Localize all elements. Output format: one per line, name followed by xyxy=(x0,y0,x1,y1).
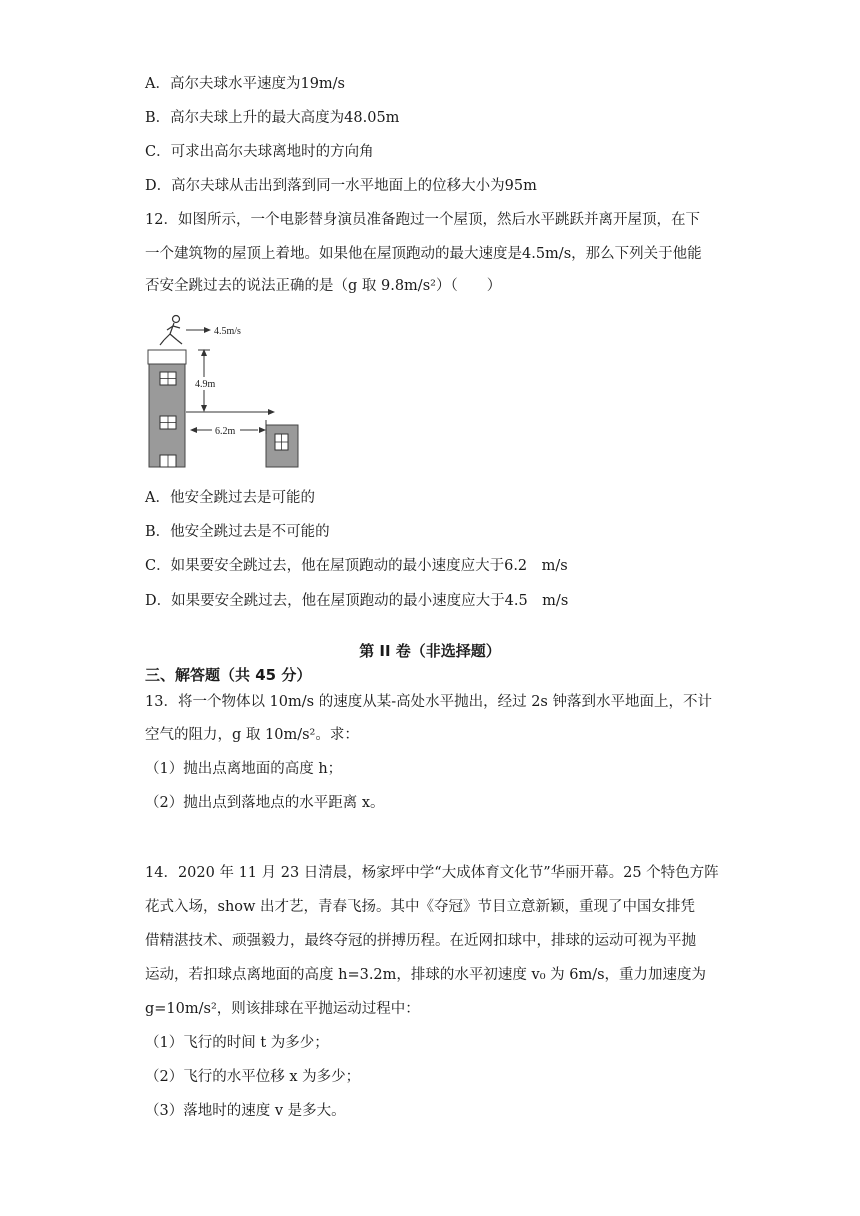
q11-option-c: C．可求出高尔夫球离地时的方向角 xyxy=(145,144,374,160)
roof-cap xyxy=(148,350,186,364)
q13-stem-line1: 13．将一个物体以 10m/s 的速度从某-高处水平抛出，经过 2s 钟落到水平地面上，不计 xyxy=(145,694,712,710)
q12-stem-line2: 一个建筑物的屋顶上着地。如果他在屋顶跑动的最大速度是4.5m/s，那么下列关于他能 xyxy=(145,246,702,262)
q14-sub3: （3）落地时的速度 v 是多大。 xyxy=(145,1103,346,1119)
runner-icon xyxy=(160,316,182,346)
part-title: 三、解答题（共 45 分） xyxy=(145,666,312,684)
q13-sub1: （1）抛出点离地面的高度 h； xyxy=(145,761,343,777)
building-jump-figure xyxy=(140,312,310,472)
q12-stem-line1: 12．如图所示，一个电影替身演员准备跑过一个屋顶，然后水平跳跃并离开屋顶，在下 xyxy=(145,212,700,228)
q11-option-a: A．高尔夫球水平速度为19m/s xyxy=(145,76,345,92)
q12-stem-line3: 否安全跳过去的说法正确的是（g 取 9.8m/s²）（ ） xyxy=(145,278,502,294)
q12-option-d: D．如果要安全跳过去，他在屋顶跑动的最小速度应大于4.5 m/s xyxy=(145,593,569,609)
q11-option-d: D．高尔夫球从击出到落到同一水平地面上的位移大小为95m xyxy=(145,178,537,194)
q14-sub2: （2）飞行的水平位移 x 为多少； xyxy=(145,1069,361,1085)
distance-label: 6.2m xyxy=(215,426,236,437)
q12-option-a: A．他安全跳过去是可能的 xyxy=(145,490,315,506)
speed-label: 4.5m/s xyxy=(214,326,241,337)
q13-sub2: （2）抛出点到落地点的水平距离 x。 xyxy=(145,795,385,811)
q14-stem-line1: 14．2020 年 11 月 23 日清晨，杨家坪中学“大成体育文化节”华丽开幕。25 个特色方阵 xyxy=(145,865,719,881)
q14-stem-line5: g=10m/s²，则该排球在平抛运动过程中： xyxy=(145,1001,420,1017)
q11-option-b: B．高尔夫球上升的最大高度为48.05m xyxy=(145,110,400,126)
q14-stem-line3: 借精湛技术、顽强毅力，最终夺冠的拼搏历程。在近网扣球中，排球的运动可视为平抛 xyxy=(145,933,696,949)
height-label: 4.9m xyxy=(195,379,216,390)
q13-stem-line2: 空气的阻力，g 取 10m/s²。求： xyxy=(145,727,359,743)
q12-option-b: B．他安全跳过去是不可能的 xyxy=(145,524,330,540)
q14-stem-line4: 运动，若扣球点离地面的高度 h=3.2m，排球的水平初速度 v₀ 为 6m/s，重力加速度为 xyxy=(145,967,707,983)
q12-option-c: C．如果要安全跳过去，他在屋顶跑动的最小速度应大于6.2 m/s xyxy=(145,558,568,574)
q14-sub1: （1）飞行的时间 t 为多少； xyxy=(145,1035,329,1051)
section-title: 第 II 卷（非选择题） xyxy=(359,642,501,660)
speed-arrow xyxy=(186,327,211,333)
q14-stem-line2: 花式入场，show 出才艺，青春飞扬。其中《夺冠》节目立意新颖，重现了中国女排凭 xyxy=(145,899,696,915)
